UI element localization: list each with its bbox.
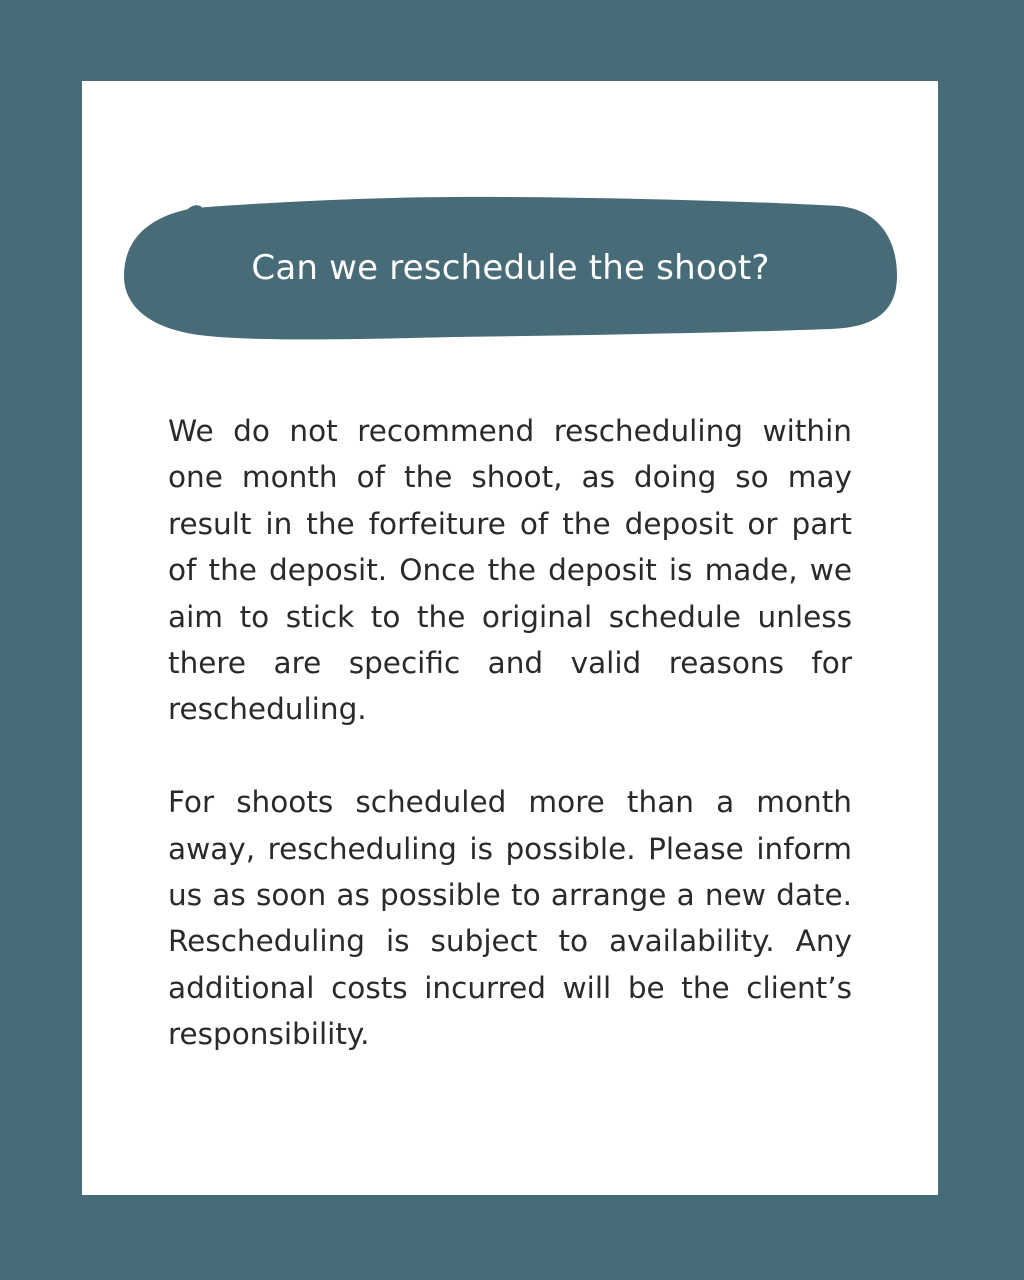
body-text xyxy=(168,408,852,1058)
paragraph-2: For shoots scheduled more than a month away, rescheduling is possible. Please inform us as soon as possible to arrange a new date. Rescheduling is subject to availability. Any additional costs incurred will be the client’s responsibility. xyxy=(168,785,852,1052)
paragraph-1: We do not recommend rescheduling within one month of the shoot, as doing so may result in the forfeiture of the deposit or part of the deposit. Once the deposit is made, we aim to stick to the original schedule unless there are specific and valid reasons for rescheduling. xyxy=(168,414,852,727)
content-card xyxy=(82,81,938,1195)
title-banner xyxy=(124,194,897,342)
page-title: Can we reschedule the shoot? xyxy=(251,248,770,288)
